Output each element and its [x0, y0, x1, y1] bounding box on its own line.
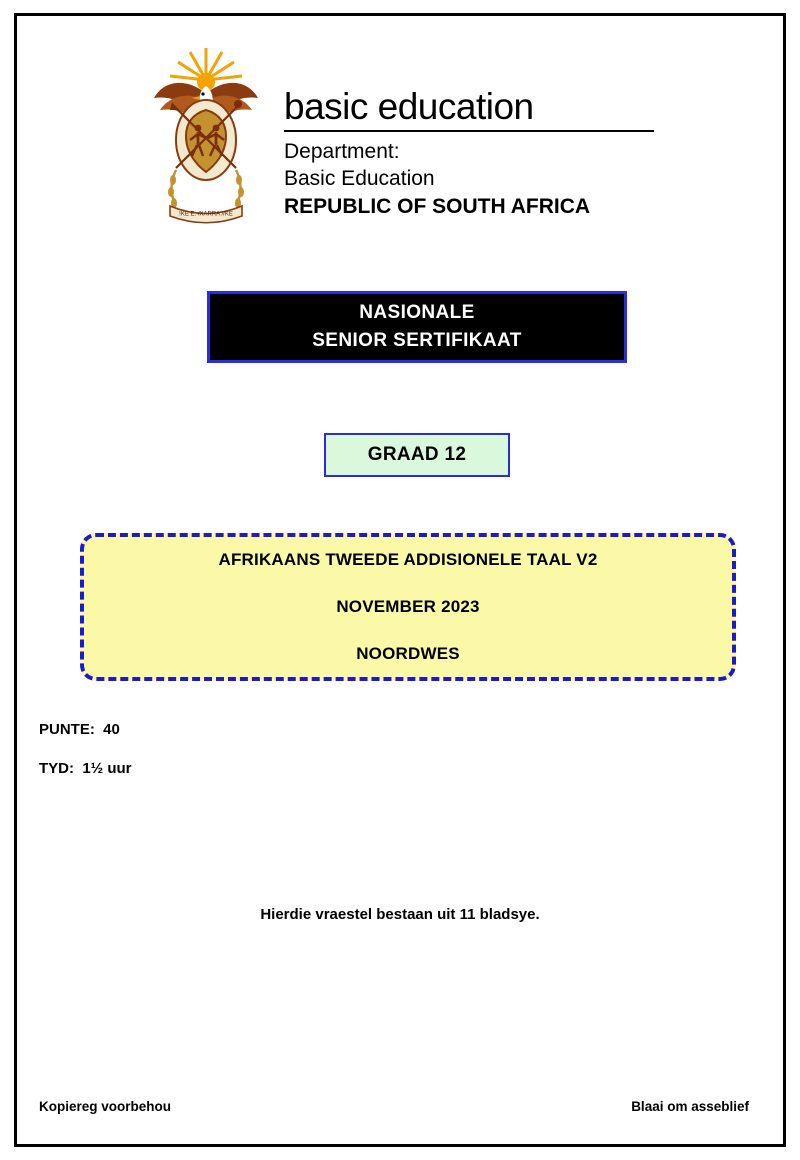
certificate-line-2: SENIOR SERTIFIKAAT: [312, 330, 522, 351]
footer-copyright: Kopiereg voorbehou: [39, 1099, 172, 1114]
grade-label: GRAAD 12: [367, 444, 467, 465]
subject-banner: [80, 533, 736, 681]
exam-meta: [39, 721, 132, 799]
page-footer: [39, 1099, 749, 1114]
certificate-banner: [207, 291, 627, 363]
subject-title: AFRIKAANS TWEEDE ADDISIONELE TAAL V2: [218, 550, 598, 569]
department-label: Department:: [284, 140, 400, 163]
crest-motto-text: !KE E: /XARRA //KE: [179, 211, 233, 218]
document-header: [17, 40, 783, 225]
certificate-line-1: NASIONALE: [359, 302, 475, 324]
department-wordmark: [284, 40, 654, 220]
time-row: TYD: 1½ uur: [39, 760, 132, 777]
marks-row: PUNTE: 40: [39, 721, 120, 738]
exam-session: NOVEMBER 2023: [336, 597, 480, 616]
south-african-coat-of-arms-icon: [146, 40, 266, 225]
footer-turn-over: Blaai om asseblief: [631, 1099, 749, 1114]
page-count-note: Hierdie vraestel bestaan uit 11 bladsye.: [260, 906, 540, 923]
country-name: REPUBLIC OF SOUTH AFRICA: [284, 194, 591, 218]
page-content: [17, 16, 783, 1144]
department-name: Basic Education: [284, 166, 435, 190]
grade-badge: [324, 433, 510, 477]
exam-province: NOORDWES: [356, 644, 460, 663]
basic-education-title: basic education: [284, 88, 654, 132]
